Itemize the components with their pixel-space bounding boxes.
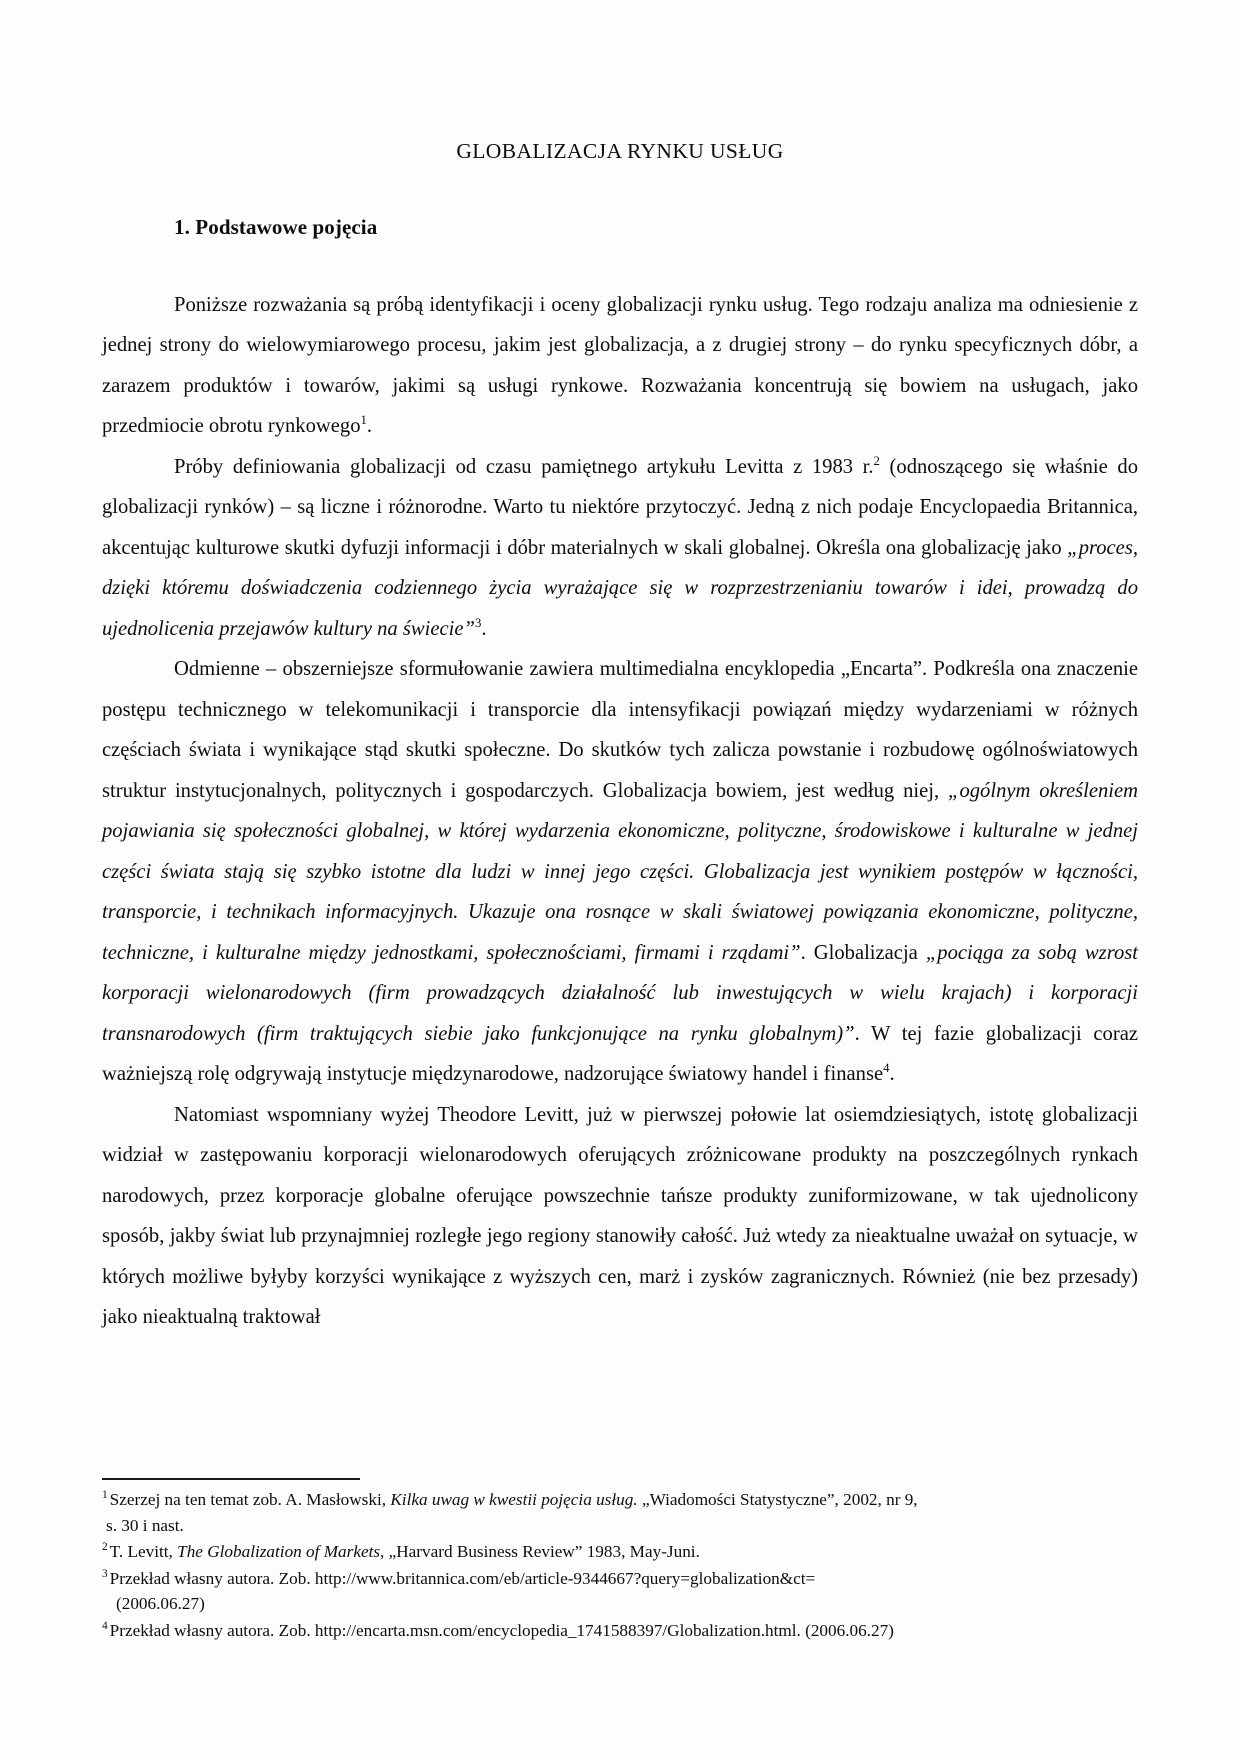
footnote-2-text-a: T. Levitt, (109, 1542, 178, 1561)
footnote-3 (102, 1566, 1138, 1617)
footnote-1-number: 1 (102, 1489, 108, 1502)
paragraph-3-text-b: . Globalizacja (800, 941, 926, 964)
paragraph-2-text-b: (odnoszącego się właśnie do globalizacji rynków) – są liczne i różnorodne. Warto tu niektóre przytoczyć. Jedną z nich podaje Encyclopaedia Britannica, akcentując kulturowe skutki dyfuzji informacji i dóbr materialnych w skali globalnej. Określa ona globalizację jako (102, 455, 1139, 559)
paragraph-2-text-a: Próby definiowania globalizacji od czasu pamiętnego artykułu Levitta z 1983 r. (174, 455, 874, 478)
footnote-marker-3[interactable]: 3 (474, 615, 482, 630)
footnote-3-text-a: Przekład własny autora. Zob. http://www.britannica.com/eb/article-9344667?query=globalization&ct= (109, 1568, 816, 1588)
footnote-1-title: Kilka uwag w kwestii pojęcia usług. (390, 1490, 638, 1509)
paragraph-3-text-c: . W tej fazie globalizacji coraz ważniejszą rolę odgrywają instytucje międzynarodowe, nadzorujące światowy handel i finanse (102, 1022, 1138, 1086)
paragraph-2 (102, 447, 1138, 650)
footnote-2-title: The Globalization of Markets (177, 1542, 381, 1561)
paragraph-3-text-d: . (889, 1063, 895, 1086)
quote-britannica: „proces, dzięki któremu doświadczenia codziennego życia wyrażające się w rozprzestrzenianiu towarów i idei, prowadzą do ujednolicenia przejawów kultury na świecie” (102, 536, 1138, 640)
footnote-1-text-a: Szerzej na ten temat zob. A. Masłowski, (109, 1490, 391, 1509)
footnote-1-continuation: s. 30 i nast. (106, 1515, 184, 1535)
paragraph-3-text-a: Odmienne – obszerniejsze sformułowanie zawiera multimedialna encyklopedia „Encarta”. Podkreśla ona znaczenie postępu technicznego w telekomunikacji i transporcie dla intensyfikacji powiązań między wydarzeniami w różnych częściach świata i wynikające stąd skutki społeczne. Do skutków tych zalicza powstanie i rozbudowę ogólnoświatowych struktur instytucjonalnych, politycznych i gospodarczych. Globalizacja bowiem, jest według niej, (102, 658, 1138, 802)
paragraph-2-text-c: . (481, 617, 487, 640)
footnote-4-text-a: Przekład własny autora. Zob. http://encarta.msn.com/encyclopedia_1741588397/Globalization.html. (2006.06.27) (109, 1620, 894, 1640)
paragraph-1-text-tail: . (366, 415, 373, 438)
page-title: GLOBALIZACJA RYNKU USŁUG (456, 139, 784, 163)
quote-encarta-1: „ogólnym określeniem pojawiania się społeczności globalnej, w której wydarzenia ekonomiczne, polityczne, środowiskowe i kulturalne w jednej części świata stają się szybko istotne dla ludzi w innej jego części. Globalizacja jest wynikiem postępów w łączności, transporcie, i technikach informacyjnych. Ukazuje ona rosnące w skali światowej powiązania ekonomiczne, polityczne, techniczne, i kulturalne między jednostkami, społecznościami, firmami i rządami” (102, 779, 1138, 964)
footnote-separator (102, 1478, 360, 1480)
footnote-2-text-b: , „Harvard Business Review” 1983, May-Juni. (380, 1542, 700, 1561)
footnote-marker-1[interactable]: 1 (360, 413, 367, 428)
footnote-4-number: 4 (102, 1619, 108, 1632)
footnote-2-number: 2 (102, 1541, 108, 1554)
quote-encarta-2: „pociąga za sobą wzrost korporacji wielonarodowych (firm prowadzących działalność lub inwestujących w wielu krajach) i korporacji transnarodowych (firm traktujących siebie jako funkcjonujące na rynku globalnym)” (102, 941, 1138, 1045)
paragraph-3 (102, 649, 1138, 1095)
footnote-area (102, 1478, 1138, 1644)
footnote-4 (102, 1618, 1138, 1644)
footnote-1 (102, 1487, 1138, 1538)
footnote-3-continuation: (2006.06.27) (116, 1594, 205, 1613)
footnote-1-text-b: „Wiadomości Statystyczne”, 2002, nr 9, (637, 1490, 918, 1509)
footnote-3-number: 3 (102, 1567, 108, 1580)
section-heading: 1. Podstawowe pojęcia (174, 214, 378, 239)
paragraph-1 (102, 285, 1138, 447)
page-content (102, 140, 1138, 1338)
footnote-marker-2[interactable]: 2 (873, 453, 880, 468)
footnote-marker-4[interactable]: 4 (883, 1061, 890, 1076)
paragraph-4: Natomiast wspomniany wyżej Theodore Levitt, już w pierwszej połowie lat osiemdziesiątych, istotę globalizacji widział w zastępowaniu korporacji wielonarodowych oferujących zróżnicowane produkty na poszczególnych rynkach narodowych, przez korporacje globalne oferujące powszechnie tańsze produkty zuniformizowane, w tak ujednolicony sposób, jakby świat lub przynajmniej rozległe jego regiony stanowiły całość. Już wtedy za nieaktualne uważał on sytuacje, w których możliwe byłyby korzyści wynikające z wyższych cen, marż i zysków zagranicznych. Również (nie bez przesady) jako nieaktualną traktował (102, 1103, 1138, 1329)
footnote-2 (102, 1539, 1138, 1565)
paragraph-1-text: Poniższe rozważania są próbą identyfikacji i oceny globalizacji rynku usług. Tego rodzaju analiza ma odniesienie z jednej strony do wielowymiarowego procesu, jakim jest globalizacja, a z drugiej strony – do rynku specyficznych dóbr, a zarazem produktów i towarów, jakimi są usługi rynkowe. Rozważania koncentrują się bowiem na usługach, jako przedmiocie obrotu rynkowego (102, 293, 1138, 438)
